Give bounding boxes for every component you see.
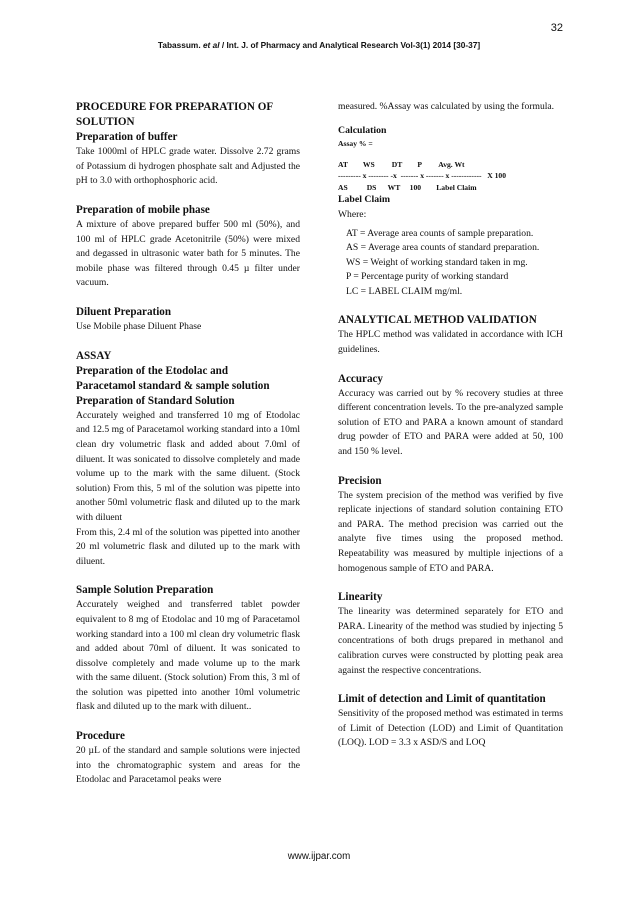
paragraph-lod-loq: Sensitivity of the proposed method was estimated in terms of Limit of Detection (LOD) and Limit of Quantitation (LOQ). LOD = 3.3 x ASD/S and LOQ [338,708,563,749]
heading-precision: Precision [338,474,382,487]
heading-sample-solution: Sample Solution Preparation [76,584,214,597]
heading-mobile-phase: Preparation of mobile phase [76,203,210,216]
heading-buffer: Preparation of buffer [76,131,178,144]
paragraph-standard-solution-2: From this, 2.4 ml of the solution was pipetted into another 20 ml volumetric flask and diluted up to the mark with diluent. [76,526,300,567]
footer-url[interactable]: www.ijpar.com [287,851,351,862]
where-label: Where: [338,208,367,220]
left-column [76,100,300,788]
paragraph-mobile-phase: A mixture of above prepared buffer 500 ml (50%), and 100 ml of HPLC grade Acetonitrile (50%) were mixed and degassed in ultrasonic water bath for 5 minutes. The mobile phase was filtered through 0.45 µ filter under vacuum. [76,219,300,289]
definition-ws: WS = Weight of working standard taken in mg. [346,256,528,268]
running-head-authors: Tabassum. [157,40,201,50]
definition-at: AT = Average area counts of sample preparation. [346,227,534,239]
calc-denominator-row: AS DS WT 100 Label Claim [338,182,477,192]
paragraph-buffer: Take 1000ml of HPLC grade water. Dissolve 2.72 grams of Potassium di hydrogen phosphate salt and Adjusted the pH to 3.0 with orthophosphoric acid. [76,146,300,187]
paragraph-procedure: 20 µL of the standard and sample solutions were injected into the chromatographic system and areas for the Etodolac and Paracetamol peaks were [76,745,300,786]
paragraph-standard-solution: Accurately weighed and transferred 10 mg of Etodolac and 12.5 mg of Paracetamol working standard into a 10ml clean dry volumetric flask and added about 7.0ml of diluent. It was sonicated to dissolve completely and made volume up to the mark with the same diluent. (Stock solution) From this, 5 ml of the solution was pipette into another 50ml volumetric flask and diluted up to the mark with diluent [76,409,300,523]
running-head-journal: / Int. J. of Pharmacy and Analytical Research Vol-3(1) 2014 [30-37] [221,40,481,50]
heading-diluent: Diluent Preparation [76,305,172,318]
heading-label-claim: Label Claim [338,194,390,206]
section-title-procedure: PROCEDURE FOR PREPARATION OF SOLUTION [76,101,273,129]
paragraph-linearity: The linearity was determined separately for ETO and PARA. Linearity of the method was studied by injecting 5 concentrations of both drugs prepared in methanol and calibration curves were constructed by plotting peak area against the respective concentrations. [338,606,563,676]
paragraph-assay-continued: measured. %Assay was calculated by using the formula. [338,101,555,112]
heading-validation: ANALYTICAL METHOD VALIDATION [338,314,537,327]
heading-lod-loq: Limit of detection and Limit of quantitation [338,693,546,706]
calc-assay-label: Assay % = [338,139,373,149]
definition-p: P = Percentage purity of working standard [346,271,509,283]
definition-lc: LC = LABEL CLAIM mg/ml. [346,285,463,297]
heading-assay-sub2: Paracetamol standard & sample solution [76,379,270,392]
page-number: 32 [550,22,563,34]
right-column [338,100,563,751]
heading-calculation: Calculation [338,124,387,136]
paragraph-validation: The HPLC method was validated in accordance with ICH guidelines. [338,329,563,356]
paragraph-diluent: Use Mobile phase Diluent Phase [76,321,202,333]
calc-divider-row: --------- x -------- -x ------- x ------- x ------------ X 100 [338,171,507,181]
heading-assay-sub1: Preparation of the Etodolac and [76,364,229,377]
heading-accuracy: Accuracy [338,372,383,385]
calc-numerator-row: AT WS DT P Avg. Wt [338,159,465,169]
definition-as: AS = Average area counts of standard preparation. [346,242,540,254]
paragraph-sample-solution: Accurately weighed and transferred tablet powder equivalent to 8 mg of Etodolac and 10 mg of Paracetamol working standard into a 100 ml clean dry volumetric flask and added about 70ml of diluent. It was sonicated to dissolve completely and made volume up to the mark with the same diluent. (Stock solution) From this, 3 ml of the solution was pipetted into another 10ml volumetric flask and diluted up to the mark with diluent.. [76,599,300,713]
running-head [0,40,638,50]
heading-standard-solution: Preparation of Standard Solution [76,394,235,407]
paragraph-accuracy: Accuracy was carried out by % recovery studies at three different concentration levels. To the pre-analyzed sample solution of ETO and PARA a known amount of standard drug powder of ETO and PARA were added at 50, 100 and 150 % level. [338,387,563,458]
heading-linearity: Linearity [338,591,383,604]
paragraph-precision: The system precision of the method was verified by five replicate injections of standard solution containing ETO and PARA. The method precision was carried out the analyte five times using the proposed method. Repeatability was measured by multiple injections of a homogenous sample of ETO and PARA. [338,489,563,574]
heading-procedure: Procedure [76,729,125,742]
heading-assay: ASSAY [76,349,112,362]
running-head-etal: et al [202,40,220,50]
